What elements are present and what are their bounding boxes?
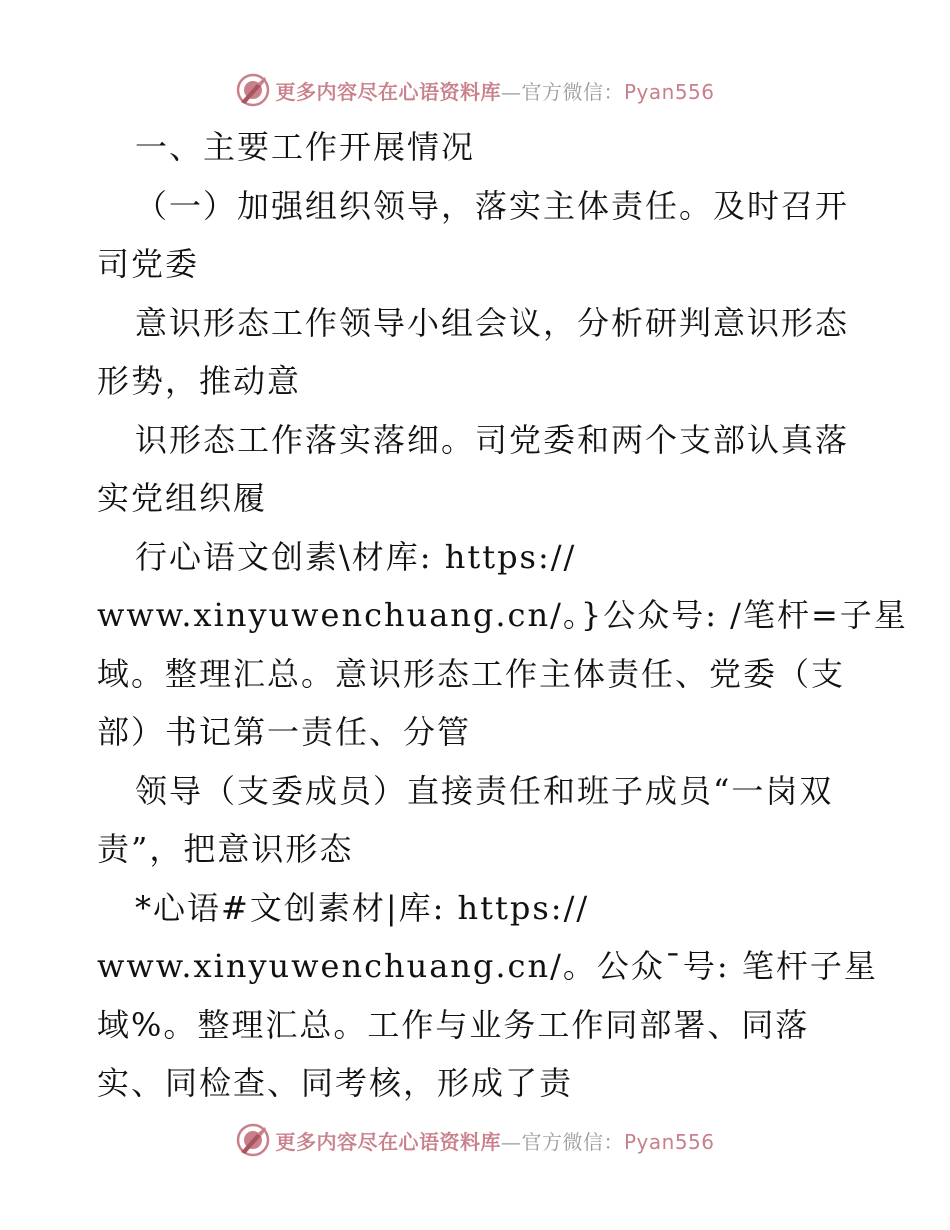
- paragraph: [97, 879, 878, 1113]
- watermark-text: 更多内容尽在心语资料库—官方微信：Pyan556: [275, 79, 715, 104]
- text-line: （一）加强组织领导，落实主体责任。及时召开: [135, 186, 850, 225]
- header-watermark: [0, 70, 950, 110]
- document-body: [97, 118, 908, 1113]
- text-line: 实党组织履: [97, 479, 268, 517]
- text-line: 意识形态工作领导小组会议，分析研判意识形态: [135, 303, 850, 342]
- text-line: 部）书记第一责任、分管: [97, 713, 472, 751]
- text-line: 领导（支委成员）直接责任和班子成员“一岗双: [135, 771, 834, 810]
- paragraph: [97, 528, 908, 762]
- text-line: 形势，推动意: [97, 362, 302, 400]
- text-line: 域%。整理汇总。工作与业务工作同部署、同落: [97, 1005, 810, 1044]
- text-line: www.xinyuwenchuang.cn/。}公众号: /笔杆=子星: [97, 596, 908, 634]
- text-line: 司党委: [97, 245, 200, 283]
- text-line: 识形态工作落实落细。司党委和两个支部认真落: [135, 420, 850, 459]
- paragraph: [97, 294, 867, 411]
- pen-logo-icon: [235, 72, 271, 108]
- paragraph: [97, 762, 867, 879]
- text-line: *心语#文创素材|库: https://: [135, 888, 590, 927]
- paragraph: [97, 411, 867, 528]
- text-line: 实、同检查、同考核，形成了责: [97, 1064, 574, 1102]
- paragraph-heading: [97, 118, 867, 177]
- text-line: 责”，把意识形态: [97, 830, 354, 868]
- text-line: 域。整理汇总。意识形态工作主体责任、党委（支: [97, 654, 846, 693]
- pen-logo-icon: [235, 1122, 271, 1158]
- text-line: www.xinyuwenchuang.cn/。公众¯号: 笔杆子星: [97, 947, 878, 985]
- footer-watermark: [0, 1120, 950, 1160]
- watermark-text: 更多内容尽在心语资料库—官方微信：Pyan556: [275, 1129, 715, 1154]
- section-heading: 一、主要工作开展情况: [135, 128, 476, 166]
- paragraph: [97, 177, 867, 294]
- text-line: 行心语文创素\材库: https://: [135, 537, 577, 576]
